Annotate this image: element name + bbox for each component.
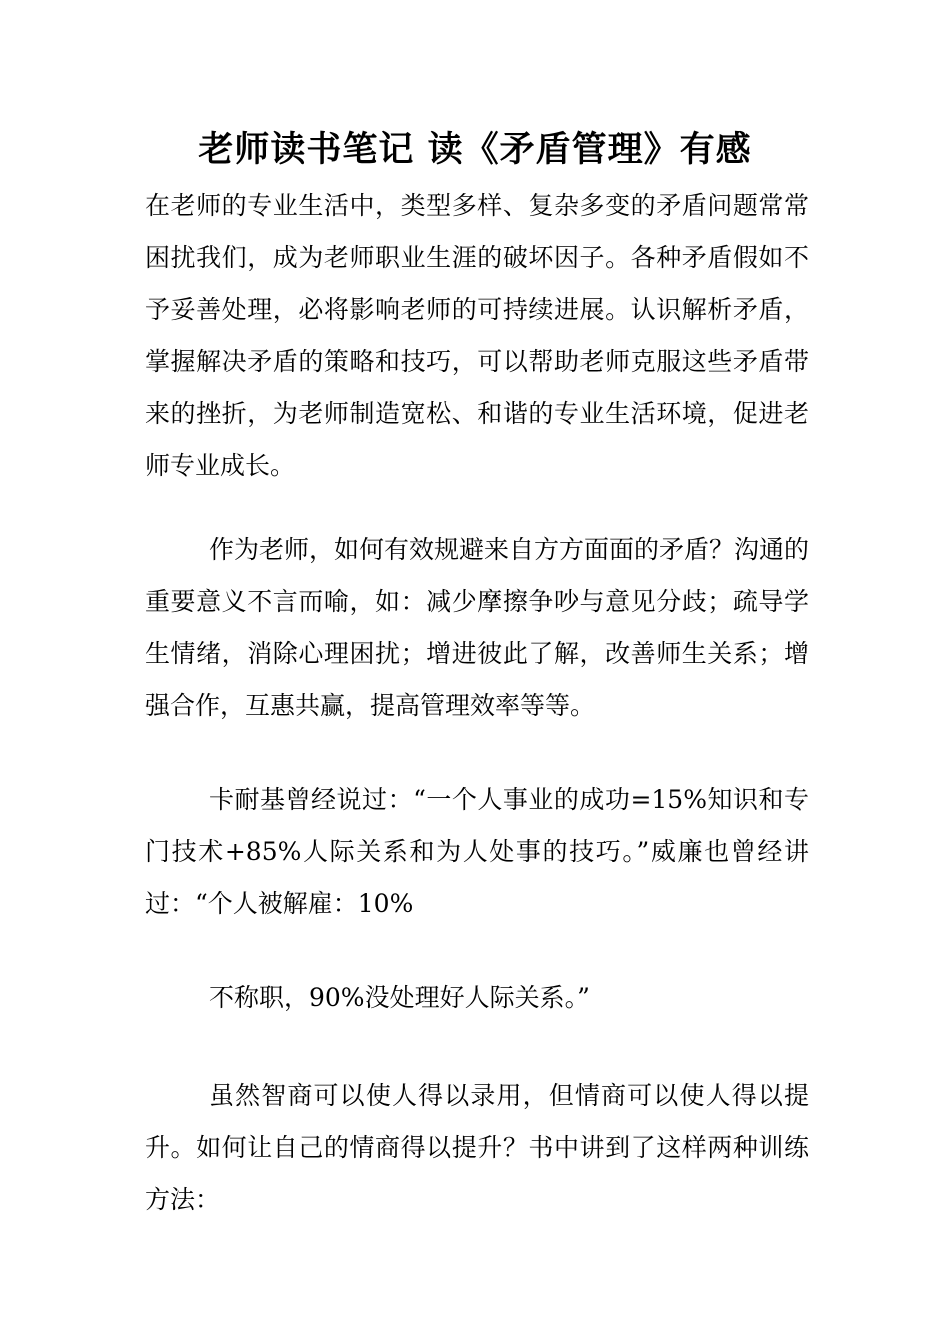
document-title: 老师读书笔记 读《矛盾管理》有感 bbox=[198, 130, 752, 170]
paragraph-4: 不称职，90%没处理好人际关系。” bbox=[209, 983, 590, 1012]
paragraph-1: 在老师的专业生活中，类型多样、复杂多变的矛盾问题常常困扰我们，成为老师职业生涯的破坏因子。各种矛盾假如不予妥善处理，必将影响老师的可持续进展。认识解析矛盾，掌握解决矛盾的策略和技巧，可以帮助老师克服这些矛盾带来的挫折，为老师制造宽松、和谐的专业生活环境，促进老师专业成长。 bbox=[145, 191, 809, 480]
paragraph-5: 虽然智商可以使人得以录用，但情商可以使人得以提升。如何让自己的情商得以提升？书中讲到了这样两种训练方法： bbox=[145, 1081, 809, 1214]
paragraph-3: 卡耐基曾经说过：“一个人事业的成功=15%知识和专门技术+85%人际关系和为人处事的技巧。”威廉也曾经讲过：“个人被解雇：10% bbox=[145, 785, 809, 918]
paragraph-2: 作为老师，如何有效规避来自方方面面的矛盾？沟通的重要意义不言而喻，如：减少摩擦争吵与意见分歧；疏导学生情绪，消除心理困扰；增进彼此了解，改善师生关系；增强合作，互惠共赢，提高管理效率等等。 bbox=[145, 535, 810, 720]
